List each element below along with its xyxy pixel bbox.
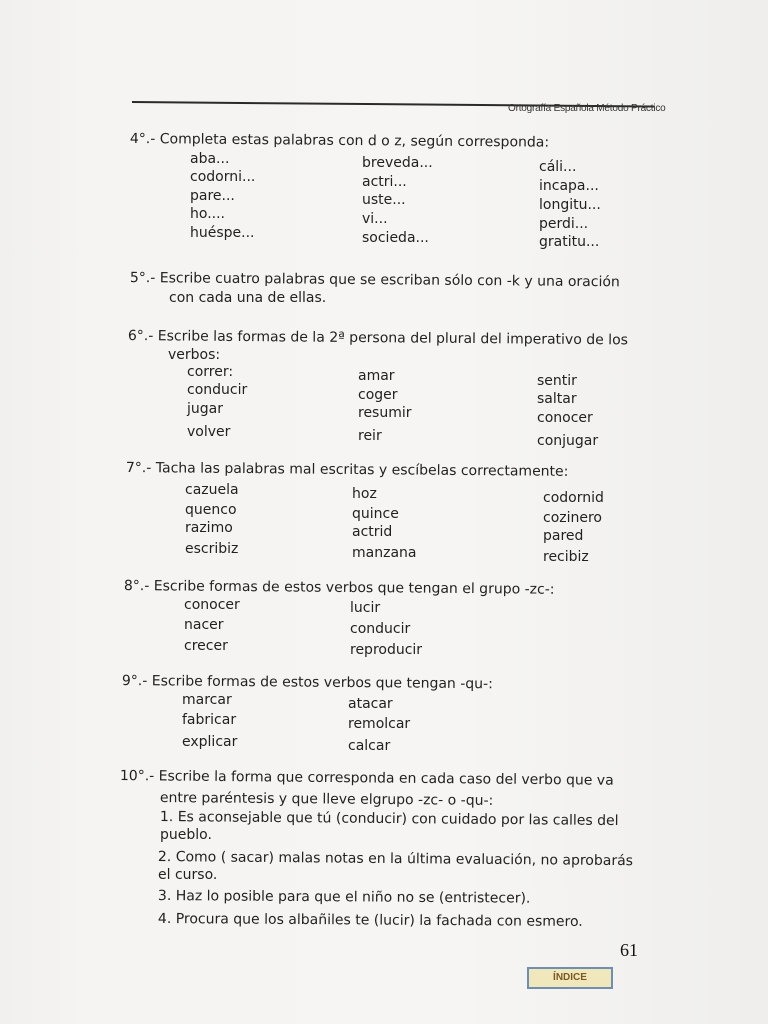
word-item: correr: [187,364,234,380]
word-item: perdi... [539,216,589,232]
word-item: reproducir [350,642,423,658]
word-item: pared [543,528,584,544]
word-item: cozinero [543,510,603,526]
word-item: breveda... [362,155,433,171]
word-item: quenco [185,502,237,518]
word-item: actri... [362,174,407,190]
word-item: ho.... [190,206,225,222]
word-item: socieda... [362,230,429,246]
word-item: remolcar [348,716,411,732]
word-item: coger [358,387,398,403]
word-item: huéspe... [190,225,255,241]
word-item: recibiz [543,549,589,565]
word-item: hoz [352,486,377,502]
word-item: actrid [352,524,393,540]
exercise-10-line-2: entre paréntesis y que lleve elgrupo -zc- o -qu-: [159,790,494,809]
exercise-10-line-1: 10°.- Escribe la forma que corresponda en cada caso del verbo que va [119,768,614,789]
word-item: atacar [348,696,393,712]
exercise-10-item: 2. Como ( sacar) malas notas en la última evaluación, no aprobarás [157,849,634,870]
exercise-10-item: pueblo. [160,827,212,843]
word-item: pare... [190,188,235,204]
word-item: manzana [352,545,417,561]
exercise-10-item: el curso. [158,867,218,883]
word-item: conjugar [537,433,599,449]
word-item: incapa... [539,178,599,194]
word-item: quince [352,506,399,522]
word-item: longitu... [539,197,601,213]
word-item: lucir [350,600,381,616]
exercise-10-item: 4. Procura que los albañiles te (lucir) la fachada con esmero. [157,911,583,930]
word-item: explicar [182,734,238,750]
word-item: escribiz [185,541,239,557]
word-item: razimo [185,520,233,536]
word-item: vi... [362,211,388,227]
page-number: 61 [620,940,638,960]
word-item: jugar [187,401,223,417]
word-item: conducir [187,382,248,398]
word-item: marcar [182,692,232,708]
word-item: uste... [362,192,406,208]
word-item: conocer [537,410,593,426]
word-item: volver [187,424,231,440]
word-item: codorni... [190,169,256,185]
word-item: cáli... [539,159,577,175]
word-item: cazuela [185,482,239,498]
word-item: calcar [348,738,391,754]
word-item: crecer [184,638,228,654]
exercise-6-line-1: 6°.- Escribe las formas de la 2ª persona del plural del imperativo de los [127,328,629,349]
running-header: Ortografía Española Método Práctico [508,103,666,114]
exercise-4-heading: 4°.- Completa estas palabras con d o z, según corresponda: [129,131,550,151]
exercise-6-line-2: verbos: [168,347,221,363]
word-item: conducir [350,621,411,637]
index-button[interactable]: ÍNDICE [527,967,613,989]
exercise-10-item: 3. Haz lo posible para que el niño no se (entristecer). [157,888,531,907]
word-item: reir [358,428,382,444]
exercise-10-item: 1. Es aconsejable que tú (conducir) con cuidado por las calles del [159,809,619,830]
exercise-9-heading: 9°.- Escribe formas de estos verbos que tengan -qu-: [121,673,493,693]
word-item: gratitu... [539,234,600,250]
exercise-7-heading: 7°.- Tacha las palabras mal escritas y escíbelas correctamente: [125,460,569,480]
word-item: saltar [537,391,577,407]
word-item: fabricar [182,712,237,728]
word-item: conocer [184,597,240,613]
exercise-8-heading: 8°.- Escribe formas de estos verbos que tengan el grupo -zc-: [123,578,555,598]
word-item: nacer [184,617,224,633]
exercise-5-line-1: 5°.- Escribe cuatro palabras que se escriban sólo con -k y una oración [129,270,620,291]
word-item: resumir [358,405,412,421]
word-item: codornid [543,490,604,506]
word-item: amar [358,368,395,384]
word-item: sentir [537,373,577,389]
word-item: aba... [190,151,230,167]
exercise-5-line-2: con cada una de ellas. [169,290,327,306]
